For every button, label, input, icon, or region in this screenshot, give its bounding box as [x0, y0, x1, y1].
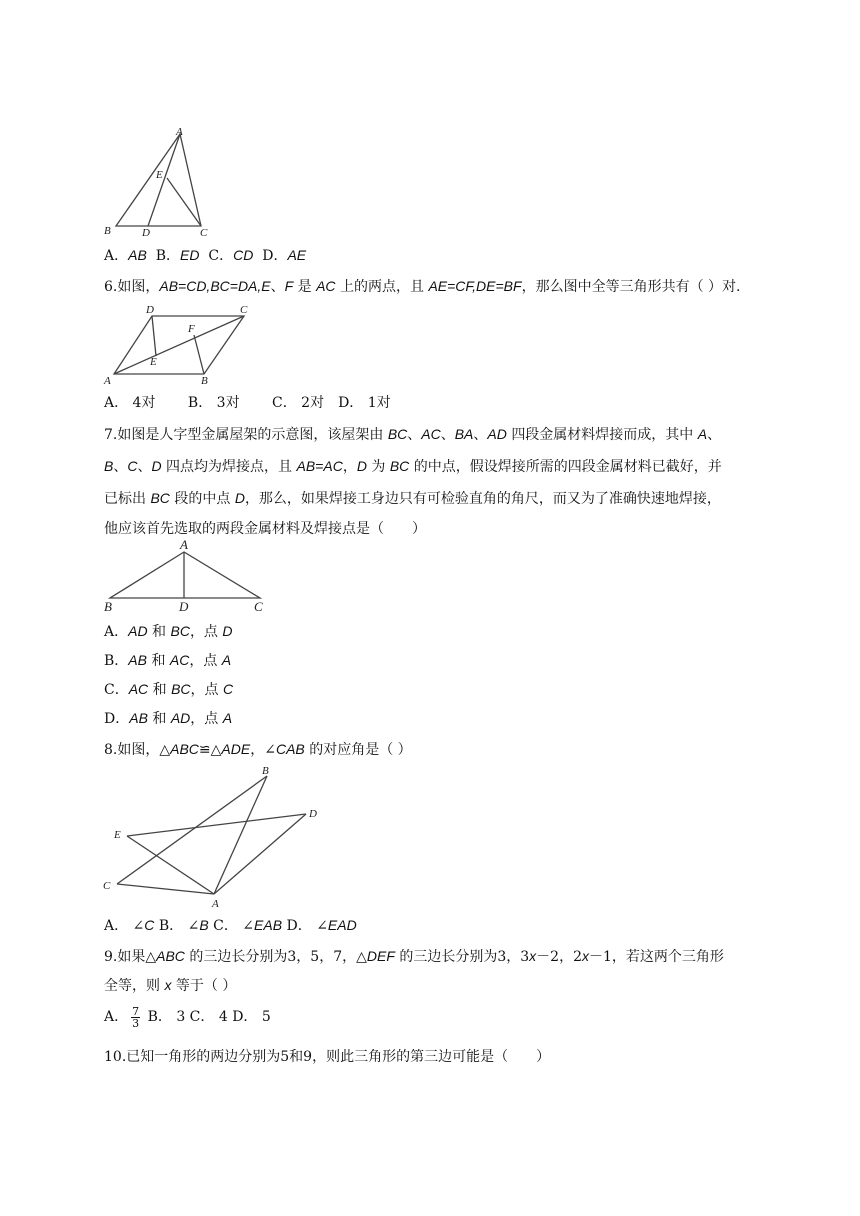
fraction-seven-thirds: $\frac{7}{3}$	[132, 1004, 140, 1030]
q10-text: 10.已知一角形的两边分别为5和9，则此三角形的第三边可能是（ ）	[104, 1049, 551, 1065]
q9-options: A． $\frac{7}{3}$ B． 3 C． 4 D． 5	[104, 1004, 271, 1030]
label-b: B	[104, 225, 111, 237]
figure-q6	[104, 302, 264, 388]
label-a: A	[104, 375, 111, 387]
q9-line-1: 9.如果△ABC 的三边长分别为3，5，7，△DEF 的三边长分别为3，3x－2，2x－1，若这两个三角形	[104, 948, 724, 965]
label-b: B	[262, 765, 269, 777]
segment-ad	[148, 134, 180, 226]
label-f: F	[188, 323, 195, 335]
label-c: C	[200, 227, 208, 239]
segment-ab	[214, 776, 267, 894]
label-d: D	[146, 304, 154, 316]
label-e: E	[150, 356, 157, 368]
figure-q5	[104, 126, 224, 238]
segment-ca	[117, 884, 214, 894]
triangle-abc	[110, 552, 260, 598]
segment-ed	[127, 814, 306, 836]
label-c: C	[254, 599, 263, 614]
q7-option-d: D．AB 和 AD，点 A	[104, 710, 233, 727]
segment-da	[214, 814, 306, 894]
label-a: A	[176, 126, 183, 138]
label-d: D	[179, 599, 189, 614]
q7-line-3: 已标出 BC 段的中点 D，那么，如果焊接工身边只有可检验直角的角尺，而又为了准确快速地焊接，	[104, 490, 721, 507]
label-a: A	[180, 537, 188, 552]
label-b: B	[201, 375, 208, 387]
label-b: B	[104, 599, 112, 614]
q8-options: A． ∠C B． ∠B C． ∠EAB D． ∠EAD	[104, 917, 357, 934]
label-e: E	[156, 169, 163, 181]
q7-option-c: C．AC 和 BC，点 C	[104, 681, 234, 698]
q6-options: A． 4对 B． 3对 C． 2对 D． 1对	[104, 395, 391, 411]
q5-options: A．AB B．ED C．CD D．AE	[104, 247, 307, 264]
q6-text: 6.如图，AB=CD,BC=DA,E、F 是 AC 上的两点，且 AE=CF,DE=BF，那么图中全等三角形共有（ ）对.	[104, 278, 741, 295]
label-e: E	[114, 829, 121, 841]
label-c: C	[103, 880, 111, 892]
q7-option-b: B．AB 和 AC，点 A	[104, 652, 232, 669]
q7-line-1: 7.如图是人字型金属屋架的示意图，该屋架由 BC、AC、BA、AD 四段金属材料焊接而成，其中 A、	[104, 426, 722, 443]
label-c: C	[240, 304, 248, 316]
label-d: D	[309, 808, 317, 820]
q7-line-2: B、C、D 四点均为焊接点，且 AB=AC，D 为 BC 的中点，假设焊接所需的四段金属材料已截好，并	[104, 458, 722, 475]
q7-line-4: 他应该首先选取的两段金属材料及焊接点是（ ）	[104, 521, 426, 537]
q8-text: 8.如图，△ABC≌△ADE，∠CAB 的对应角是（ ）	[104, 741, 412, 758]
segment-de	[152, 316, 156, 356]
label-d: D	[142, 227, 150, 239]
q7-option-a: A．AD 和 BC，点 D	[104, 623, 233, 640]
figure-q8	[100, 764, 330, 910]
figure-q7	[104, 538, 274, 616]
q9-line-2: 全等，则 x 等于（ ）	[104, 977, 237, 994]
segment-bf	[194, 335, 204, 374]
label-a: A	[212, 898, 219, 910]
